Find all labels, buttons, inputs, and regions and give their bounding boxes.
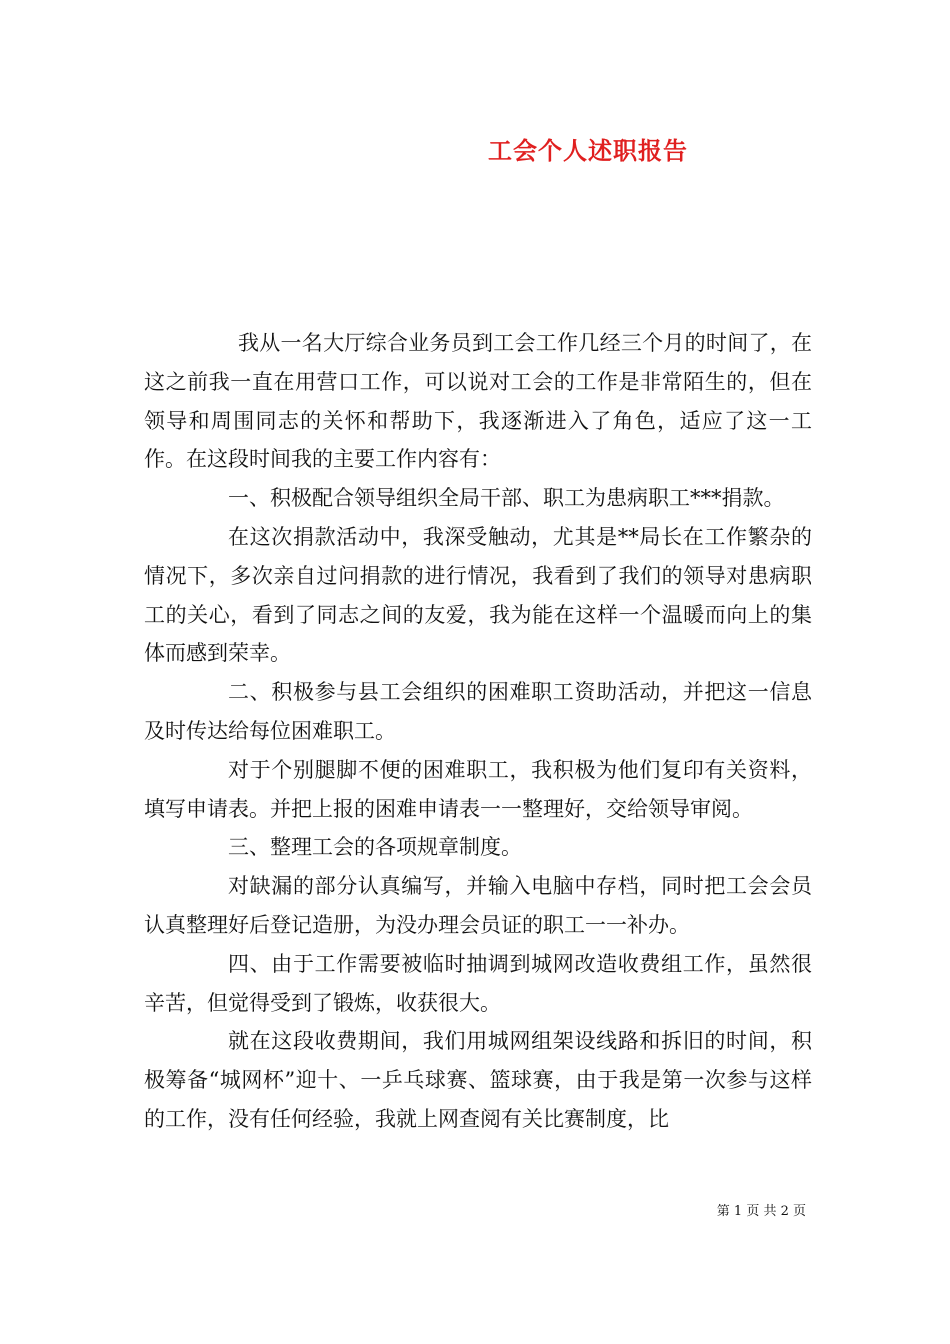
paragraph-item-2-detail: 对于个别腿脚不便的困难职工，我积极为他们复印有关资料，填写申请表。并把上报的困难申请表一一整理好，交给领导审阅。 bbox=[144, 757, 812, 821]
paragraph-item-2: 二、积极参与县工会组织的困难职工资助活动，并把这一信息及时传达给每位困难职工。 bbox=[144, 680, 812, 743]
paragraph-item-1-detail: 在这次捐款活动中，我深受触动，尤其是**局长在工作繁杂的情况下，多次亲自过问捐款的进行情况，我看到了我们的领导对患病职工的关心，看到了同志之间的友爱，我为能在这样一个温暖而向上的集体而感到荣幸。 bbox=[144, 524, 812, 666]
paragraph-item-4-detail: 就在这段收费期间，我们用城网组架设线路和拆旧的时间，积极筹备“城网杯”迎十、一乒乓球赛、篮球赛，由于我是第一次参与这样的工作，没有任何经验，我就上网查阅有关比赛制度，比 bbox=[144, 1029, 812, 1131]
paragraph-item-3: 三、整理工会的各项规章制度。 bbox=[228, 835, 522, 860]
document-title: 工会个人述职报告 bbox=[488, 136, 688, 165]
paragraph-intro: 我从一名大厅综合业务员到工会工作几经三个月的时间了，在这之前我一直在用营口工作，可以说对工会的工作是非常陌生的，但在领导和周围同志的关怀和帮助下，我逐渐进入了角色，适应了这一工作。在这段时间我的主要工作内容有： bbox=[144, 331, 812, 472]
document-body bbox=[144, 324, 812, 1139]
page-number-footer: 第 1 页 共 2 页 bbox=[716, 1204, 806, 1219]
paragraph-item-1: 一、积极配合领导组织全局干部、职工为患病职工***捐款。 bbox=[228, 486, 785, 511]
paragraph-item-3-detail: 对缺漏的部分认真编写，并输入电脑中存档，同时把工会会员认真整理好后登记造册，为没办理会员证的职工一一补办。 bbox=[144, 874, 812, 937]
paragraph-item-4: 四、由于工作需要被临时抽调到城网改造收费组工作，虽然很辛苦，但觉得受到了锻炼，收获很大。 bbox=[144, 951, 812, 1015]
